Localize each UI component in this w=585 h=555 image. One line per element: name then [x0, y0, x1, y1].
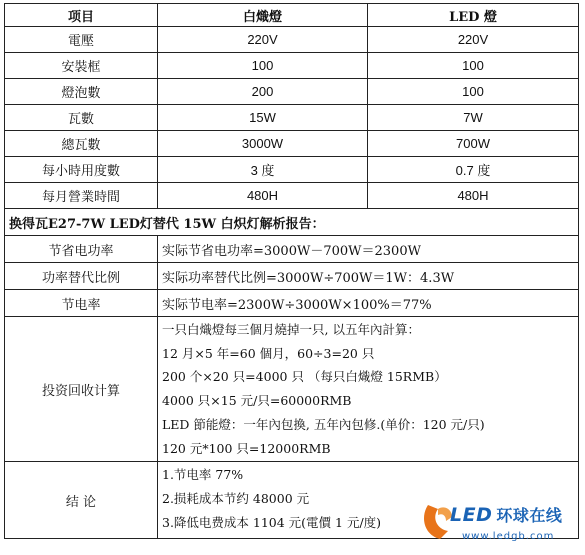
header-incandescent: 白熾燈 — [158, 4, 368, 27]
row-label: 燈泡數 — [5, 79, 158, 105]
led-value: 700W — [368, 131, 579, 157]
led-value: 0.7 度 — [368, 157, 579, 183]
calc-line: 一只白熾燈每三個月燒掉一只, 以五年內計算： — [162, 322, 420, 337]
table-row — [5, 183, 579, 209]
led-value: 220V — [368, 27, 579, 53]
row-label: 瓦數 — [5, 105, 158, 131]
analysis-value: 实际节电率=2300W÷3000W×100%＝77% — [158, 290, 579, 317]
led-value: 480H — [368, 183, 579, 209]
investment-label: 投资回收计算 — [5, 317, 158, 462]
conclusion-label: 结 论 — [5, 462, 158, 539]
table-row — [5, 53, 579, 79]
logo-brand-en: LED — [450, 504, 493, 526]
row-label: 安裝框 — [5, 53, 158, 79]
table-row — [5, 131, 579, 157]
header-led: LED 燈 — [368, 4, 579, 27]
led-value: 100 — [368, 79, 579, 105]
incandescent-value: 3 度 — [158, 157, 368, 183]
conclusion-line: 2.损耗成本节约 48000 元 — [162, 490, 310, 506]
row-label: 每小時用度數 — [5, 157, 158, 183]
calc-line: 4000 只×15 元/只=60000RMB — [162, 393, 352, 409]
calc-line: LED 節能燈：一年內包換, 五年內包修.(单价：120 元/只) — [162, 416, 485, 432]
analysis-value: 实际功率替代比例=3000W÷700W＝1W：4.3W — [158, 263, 579, 290]
incandescent-value: 100 — [158, 53, 368, 79]
analysis-row — [5, 236, 579, 263]
table-header-row — [5, 4, 579, 27]
investment-row — [5, 317, 579, 462]
conclusion-line: 1.节电率 77% — [162, 467, 244, 483]
table-row — [5, 157, 579, 183]
calc-line: 120 元*100 只=12000RMB — [162, 440, 331, 456]
comparison-table — [4, 3, 579, 539]
led-value: 100 — [368, 53, 579, 79]
incandescent-value: 200 — [158, 79, 368, 105]
section-title-row — [5, 209, 579, 236]
header-item: 项目 — [5, 4, 158, 27]
analysis-value: 实际节省电功率=3000W－700W＝2300W — [158, 236, 579, 263]
analysis-label: 功率替代比例 — [5, 263, 158, 290]
investment-details — [158, 317, 579, 462]
calc-line: 12 月×5 年=60 個月，60÷3=20 只 — [162, 345, 375, 361]
table-row — [5, 27, 579, 53]
analysis-label: 节电率 — [5, 290, 158, 317]
analysis-row — [5, 263, 579, 290]
logo-brand-cn: 环球在线 — [496, 506, 563, 525]
section-title: 换得瓦E27-7W LED灯替代 15W 白炽灯解析报告： — [5, 209, 579, 236]
logo-brand — [450, 503, 562, 526]
row-label: 總瓦數 — [5, 131, 158, 157]
analysis-row — [5, 290, 579, 317]
row-label: 每月營業時間 — [5, 183, 158, 209]
logo-url: www.ledgb.com — [462, 531, 555, 542]
calc-line: 200 个×20 只=4000 只 （每只白熾燈 15RMB） — [162, 369, 447, 385]
table-row — [5, 105, 579, 131]
incandescent-value: 220V — [158, 27, 368, 53]
row-label: 電壓 — [5, 27, 158, 53]
incandescent-value: 3000W — [158, 131, 368, 157]
analysis-label: 节省电功率 — [5, 236, 158, 263]
incandescent-value: 15W — [158, 105, 368, 131]
table-row — [5, 79, 579, 105]
led-value: 7W — [368, 105, 579, 131]
conclusion-line: 3.降低电费成本 1104 元(電價 1 元/度) — [162, 514, 382, 530]
incandescent-value: 480H — [158, 183, 368, 209]
